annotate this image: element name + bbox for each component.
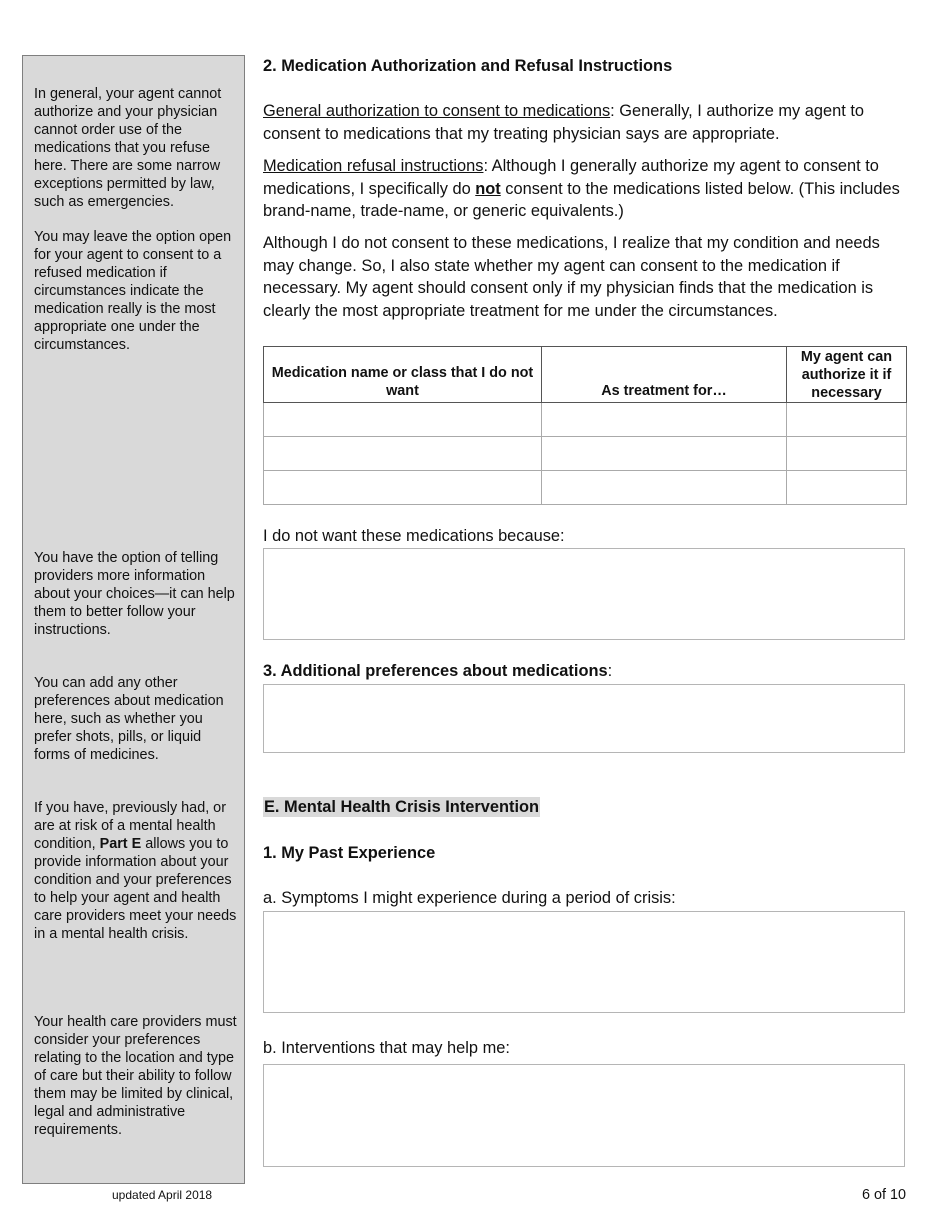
medication-name-cell[interactable] xyxy=(264,437,542,471)
guidance-sidebar xyxy=(22,55,245,1184)
general-authorization-paragraph xyxy=(263,100,905,145)
sidebar-note-part-e-bold: Part E xyxy=(99,836,142,852)
refused-medications-table xyxy=(263,346,907,505)
table-row xyxy=(264,471,907,505)
past-experience-heading: 1. My Past Experience xyxy=(263,844,436,862)
medication-name-cell[interactable] xyxy=(264,403,542,437)
part-e-heading-line xyxy=(263,798,540,817)
section-3-colon: : xyxy=(607,662,613,680)
treatment-cell[interactable] xyxy=(542,437,787,471)
treatment-cell[interactable] xyxy=(542,471,787,505)
agent-authorize-cell[interactable] xyxy=(787,437,907,471)
sidebar-note-provider-preferences: Your health care providers must consider your preferences relating to the location and type of care but their ability to follow them may be limited by clinical, legal and administrative requirements. xyxy=(34,1014,237,1138)
general-authorization-text: : Generally, I authorize my agent to consent to medications that my treating physician says are appropriate. xyxy=(263,102,865,143)
sidebar-note-part-e-after: allows you to provide information about your condition and your preferences to help your agent and health care providers meet your needs in a mental health crisis. xyxy=(34,836,237,942)
section-3-heading: 3. Additional preferences about medications xyxy=(263,662,608,680)
symptoms-label: a. Symptoms I might experience during a period of crisis: xyxy=(263,889,676,907)
sidebar-note-leave-option-open: You may leave the option open for your agent to consent to a refused medication if circumstances indicate the medication really is the most appropriate one under the circumstances. xyxy=(34,229,232,353)
section-2-heading: 2. Medication Authorization and Refusal Instructions xyxy=(263,57,673,75)
consent-conditions-paragraph: Although I do not consent to these medications, I realize that my condition and needs may change. So, I also state whether my agent can consent to the medication if necessary. My agent should consent only if my physician finds that the medication is clearly the most appropriate treatment for me under the circumstances. xyxy=(263,234,880,320)
additional-preferences-field[interactable] xyxy=(263,684,905,753)
agent-authorize-cell[interactable] xyxy=(787,471,907,505)
table-header-row xyxy=(264,347,907,403)
reasons-label: I do not want these medications because: xyxy=(263,527,565,545)
updated-date: updated April 2018 xyxy=(112,1188,213,1202)
agent-authorize-cell[interactable] xyxy=(787,403,907,437)
reasons-field[interactable] xyxy=(263,548,905,640)
section-3-heading-line xyxy=(263,662,612,681)
sidebar-note-more-information: You have the option of telling providers more information about your choices—it can help them to better follow your instructions. xyxy=(34,550,235,638)
refusal-instructions-label: Medication refusal instructions xyxy=(263,157,484,175)
part-e-heading: E. Mental Health Crisis Intervention xyxy=(264,798,540,816)
column-header-treatment: As treatment for… xyxy=(542,347,787,403)
column-header-agent-authorize: My agent can authorize it if necessary xyxy=(787,347,907,403)
sidebar-note-part-e-before: If you have, previously had, or are at risk of a mental health condition, xyxy=(34,800,226,852)
interventions-field[interactable] xyxy=(263,1064,905,1167)
sidebar-note-part-e xyxy=(34,799,240,943)
table-row xyxy=(264,403,907,437)
table-row xyxy=(264,437,907,471)
treatment-cell[interactable] xyxy=(542,403,787,437)
interventions-label: b. Interventions that may help me: xyxy=(263,1039,510,1057)
page-number: 6 of 10 xyxy=(861,1187,906,1203)
sidebar-note-other-preferences: You can add any other preferences about medication here, such as whether you prefer shots, pills, or liquid forms of medicines. xyxy=(34,675,224,763)
refusal-text-b: consent to the medications listed below. (This includes brand-name, trade-name, or generic equivalents.) xyxy=(263,179,900,220)
refusal-instructions-paragraph xyxy=(263,155,905,223)
refusal-not-word: not xyxy=(475,179,501,198)
symptoms-field[interactable] xyxy=(263,911,905,1013)
general-authorization-label: General authorization to consent to medications xyxy=(263,102,611,120)
refusal-text-a: : Although I generally authorize my agent to consent to medications, I specifically do xyxy=(263,157,879,198)
sidebar-note-refused-medications: In general, your agent cannot authorize and your physician cannot order use of the medications that you refuse here. There are some narrow exceptions permitted by law, such as emergencies. xyxy=(34,86,222,210)
medication-name-cell[interactable] xyxy=(264,471,542,505)
column-header-medication: Medication name or class that I do not want xyxy=(264,347,542,403)
